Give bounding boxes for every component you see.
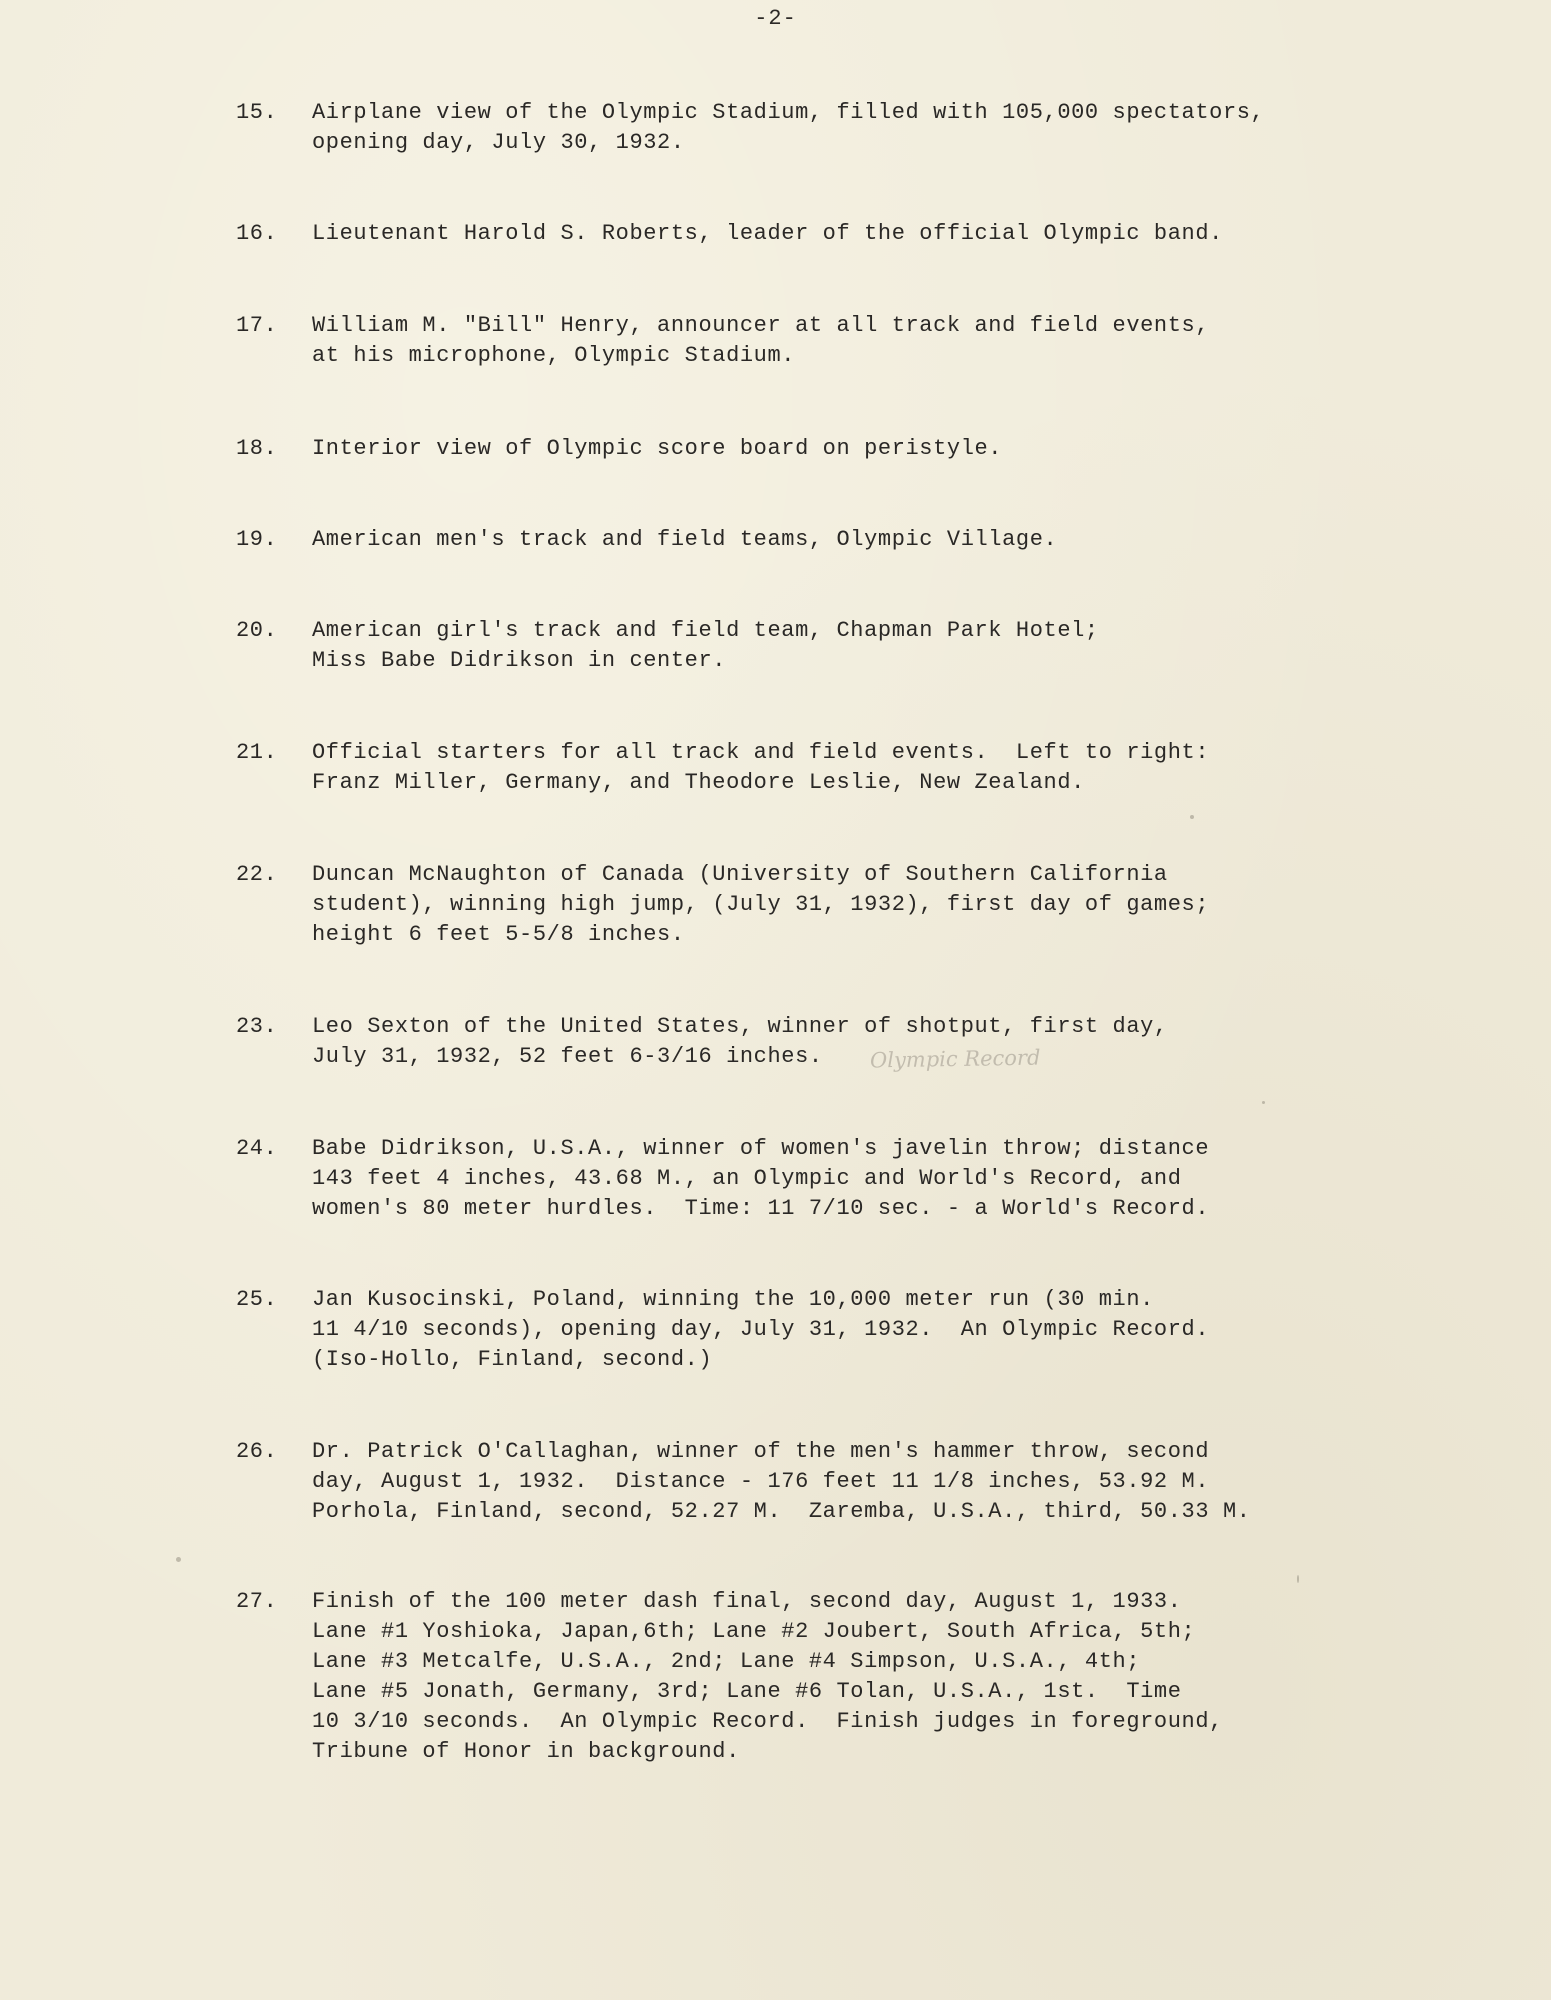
entry-line: Duncan McNaughton of Canada (University of Southern California bbox=[312, 862, 1168, 887]
paper-speck bbox=[1297, 1575, 1299, 1583]
entry-text bbox=[312, 616, 1432, 676]
paper-speck bbox=[176, 1557, 181, 1562]
handwritten-annotation: Olympic Record bbox=[869, 1045, 1041, 1073]
entry-line: Official starters for all track and field events. Left to right: bbox=[312, 740, 1210, 765]
entry-text bbox=[312, 1285, 1432, 1375]
entry-line: Babe Didrikson, U.S.A., winner of women's javelin throw; distance bbox=[312, 1136, 1210, 1161]
entry-number: 15. bbox=[236, 100, 278, 125]
paper-speck bbox=[1262, 1101, 1265, 1104]
entry-line: women's 80 meter hurdles. Time: 11 7/10 sec. - a World's Record. bbox=[312, 1196, 1210, 1221]
entry-line: Dr. Patrick O'Callaghan, winner of the men's hammer throw, second bbox=[312, 1439, 1210, 1464]
entry-line: at his microphone, Olympic Stadium. bbox=[312, 343, 796, 368]
entry-number: 23. bbox=[236, 1014, 278, 1039]
entry-text bbox=[312, 860, 1432, 950]
entry-line: Finish of the 100 meter dash final, second day, August 1, 1933. bbox=[312, 1589, 1182, 1614]
entry-line: (Iso-Hollo, Finland, second.) bbox=[312, 1347, 713, 1372]
entry-text bbox=[312, 1437, 1432, 1527]
entry-line: Lane #5 Jonath, Germany, 3rd; Lane #6 Tolan, U.S.A., 1st. Time bbox=[312, 1679, 1182, 1704]
entry-line: American girl's track and field team, Chapman Park Hotel; bbox=[312, 618, 1099, 643]
paper-speck bbox=[1190, 815, 1194, 819]
entry-number: 17. bbox=[236, 313, 278, 338]
entry-line: July 31, 1932, 52 feet 6-3/16 inches. bbox=[312, 1044, 823, 1069]
entry-number: 25. bbox=[236, 1287, 278, 1312]
entry-text bbox=[312, 311, 1432, 371]
entry-text bbox=[312, 738, 1432, 798]
entry-line: Airplane view of the Olympic Stadium, filled with 105,000 spectators, bbox=[312, 100, 1265, 125]
entry-number: 21. bbox=[236, 740, 278, 765]
entry-line: Interior view of Olympic score board on peristyle. bbox=[312, 436, 1003, 461]
entry-line: American men's track and field teams, Olympic Village. bbox=[312, 527, 1058, 552]
entry-line: 10 3/10 seconds. An Olympic Record. Finish judges in foreground, bbox=[312, 1709, 1223, 1734]
entry-line: 143 feet 4 inches, 43.68 M., an Olympic and World's Record, and bbox=[312, 1166, 1182, 1191]
entry-text bbox=[312, 219, 1432, 249]
entry-number: 27. bbox=[236, 1589, 278, 1614]
entry-number: 16. bbox=[236, 221, 278, 246]
entry-line: William M. "Bill" Henry, announcer at all track and field events, bbox=[312, 313, 1210, 338]
entry-line: Tribune of Honor in background. bbox=[312, 1739, 740, 1764]
entry-line: day, August 1, 1932. Distance - 176 feet 11 1/8 inches, 53.92 M. bbox=[312, 1469, 1210, 1494]
entry-line: opening day, July 30, 1932. bbox=[312, 130, 685, 155]
entry-line: Leo Sexton of the United States, winner of shotput, first day, bbox=[312, 1014, 1168, 1039]
entry-line: Lane #3 Metcalfe, U.S.A., 2nd; Lane #4 Simpson, U.S.A., 4th; bbox=[312, 1649, 1141, 1674]
entry-line: 11 4/10 seconds), opening day, July 31, 1932. An Olympic Record. bbox=[312, 1317, 1210, 1342]
entry-text bbox=[312, 1134, 1432, 1224]
entry-number: 22. bbox=[236, 862, 278, 887]
entry-text bbox=[312, 525, 1432, 555]
entry-number: 19. bbox=[236, 527, 278, 552]
entry-line: Lane #1 Yoshioka, Japan,6th; Lane #2 Joubert, South Africa, 5th; bbox=[312, 1619, 1196, 1644]
entry-line: student), winning high jump, (July 31, 1932), first day of games; bbox=[312, 892, 1210, 917]
entry-line: Miss Babe Didrikson in center. bbox=[312, 648, 727, 673]
entry-line: Jan Kusocinski, Poland, winning the 10,000 meter run (30 min. bbox=[312, 1287, 1154, 1312]
entry-line: Porhola, Finland, second, 52.27 M. Zaremba, U.S.A., third, 50.33 M. bbox=[312, 1499, 1251, 1524]
entry-text bbox=[312, 1587, 1432, 1767]
entry-text bbox=[312, 434, 1432, 464]
entry-number: 18. bbox=[236, 436, 278, 461]
entry-line: height 6 feet 5-5/8 inches. bbox=[312, 922, 685, 947]
entry-line: Franz Miller, Germany, and Theodore Leslie, New Zealand. bbox=[312, 770, 1085, 795]
entry-number: 24. bbox=[236, 1136, 278, 1161]
entry-number: 26. bbox=[236, 1439, 278, 1464]
entry-line: Lieutenant Harold S. Roberts, leader of the official Olympic band. bbox=[312, 221, 1223, 246]
page-number: -2- bbox=[754, 6, 797, 31]
entry-number: 20. bbox=[236, 618, 278, 643]
entry-text bbox=[312, 98, 1432, 158]
